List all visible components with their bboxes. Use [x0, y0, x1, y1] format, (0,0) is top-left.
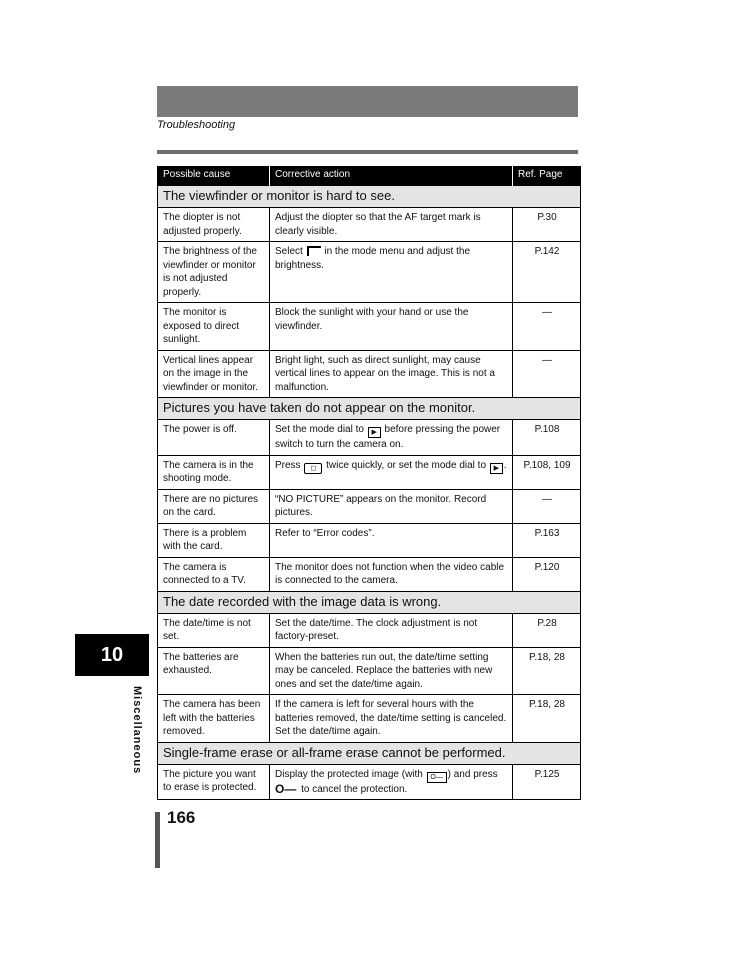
page-number-bar — [155, 812, 160, 868]
table-row — [158, 242, 581, 303]
cause-cell: The camera has been left with the batteries removed. — [158, 695, 270, 743]
troubleshooting-table — [157, 166, 581, 800]
ref-cell: P.120 — [513, 557, 581, 591]
action-cell: Refer to “Error codes”. — [270, 523, 513, 557]
ref-cell: P.163 — [513, 523, 581, 557]
ref-cell: P.18, 28 — [513, 647, 581, 695]
action-text: ) and press — [447, 768, 498, 780]
action-text: Set the mode dial to — [275, 424, 364, 435]
action-text: Select — [275, 246, 303, 257]
cause-cell: The date/time is not set. — [158, 613, 270, 647]
page-number: 166 — [167, 808, 196, 827]
ref-cell: P.142 — [513, 242, 581, 303]
ref-cell: P.18, 28 — [513, 695, 581, 743]
group-title: The date recorded with the image data is wrong. — [158, 591, 581, 613]
cause-cell: The camera is connected to a TV. — [158, 557, 270, 591]
table-row — [158, 455, 581, 489]
quickview-icon: ◻ — [304, 463, 322, 474]
action-text: Display the protected image (with — [275, 768, 423, 780]
action-cell: The monitor does not function when the video cable is connected to the camera. — [270, 557, 513, 591]
table-row — [158, 764, 581, 800]
action-cell: Bright light, such as direct sunlight, may cause vertical lines to appear on the image. This is not a malfunction. — [270, 350, 513, 398]
monitor-icon — [307, 246, 321, 256]
play-icon: ▶ — [368, 427, 381, 438]
group-row — [158, 398, 581, 420]
cause-cell: There are no pictures on the card. — [158, 489, 270, 523]
ref-cell: P.125 — [513, 764, 581, 800]
column-header-cause: Possible cause — [158, 166, 270, 186]
table-row — [158, 420, 581, 456]
chapter-number-tab: 10 — [75, 634, 149, 676]
ref-cell: P.28 — [513, 613, 581, 647]
action-cell: When the batteries run out, the date/time setting may be canceled. Replace the batteries with new ones and set the date/time again. — [270, 647, 513, 695]
column-header-action: Corrective action — [270, 166, 513, 186]
action-text: Press — [275, 459, 301, 471]
protect-icon: O— — [427, 772, 447, 783]
ref-cell: P.108, 109 — [513, 455, 581, 489]
action-cell: If the camera is left for several hours with the batteries removed, the date/time setting is canceled. Set the date/time again. — [270, 695, 513, 743]
action-cell: Block the sunlight with your hand or use the viewfinder. — [270, 303, 513, 351]
play-icon: ▶ — [490, 463, 503, 474]
cause-cell: The camera is in the shooting mode. — [158, 455, 270, 489]
action-cell — [270, 455, 513, 489]
cause-cell: There is a problem with the card. — [158, 523, 270, 557]
table-row — [158, 647, 581, 695]
action-text: twice quickly, or set the mode dial to — [326, 459, 487, 471]
ref-cell: — — [513, 350, 581, 398]
table-row — [158, 557, 581, 591]
table-row — [158, 208, 581, 242]
action-cell: Adjust the diopter so that the AF target mark is clearly visible. — [270, 208, 513, 242]
column-header-ref: Ref. Page — [513, 166, 581, 186]
action-cell — [270, 764, 513, 800]
table-row — [158, 613, 581, 647]
action-cell: “NO PICTURE” appears on the monitor. Record pictures. — [270, 489, 513, 523]
ref-cell: P.30 — [513, 208, 581, 242]
cause-cell: The batteries are exhausted. — [158, 647, 270, 695]
ref-cell: P.108 — [513, 420, 581, 456]
table-row — [158, 523, 581, 557]
chapter-label: Miscellaneous — [131, 686, 143, 775]
table-header-row — [158, 166, 581, 186]
header-rule — [157, 150, 578, 154]
group-row — [158, 591, 581, 613]
group-title: The viewfinder or monitor is hard to see. — [158, 186, 581, 208]
action-text: to cancel the protection. — [301, 783, 408, 795]
cause-cell: Vertical lines appear on the image in the viewfinder or monitor. — [158, 350, 270, 398]
action-cell: Set the date/time. The clock adjustment is not factory-preset. — [270, 613, 513, 647]
table-row — [158, 303, 581, 351]
group-title: Pictures you have taken do not appear on the monitor. — [158, 398, 581, 420]
ref-cell: — — [513, 489, 581, 523]
header-bar — [157, 86, 578, 117]
cause-cell: The picture you want to erase is protected. — [158, 764, 270, 800]
action-cell — [270, 420, 513, 456]
action-text: before pressing the power switch to turn the camera on. — [275, 424, 501, 450]
protect-key-icon: O— — [275, 781, 297, 796]
ref-cell: — — [513, 303, 581, 351]
table-row — [158, 350, 581, 398]
group-row — [158, 186, 581, 208]
table-row — [158, 489, 581, 523]
cause-cell: The brightness of the viewfinder or monitor is not adjusted properly. — [158, 242, 270, 303]
cause-cell: The diopter is not adjusted properly. — [158, 208, 270, 242]
group-row — [158, 742, 581, 764]
action-text: . — [503, 459, 507, 471]
cause-cell: The monitor is exposed to direct sunlight. — [158, 303, 270, 351]
action-cell — [270, 242, 513, 303]
section-title: Troubleshooting — [157, 119, 236, 131]
cause-cell: The power is off. — [158, 420, 270, 456]
table-row — [158, 695, 581, 743]
group-title: Single-frame erase or all-frame erase cannot be performed. — [158, 742, 581, 764]
action-text: in the mode menu and adjust the brightness. — [275, 246, 471, 271]
